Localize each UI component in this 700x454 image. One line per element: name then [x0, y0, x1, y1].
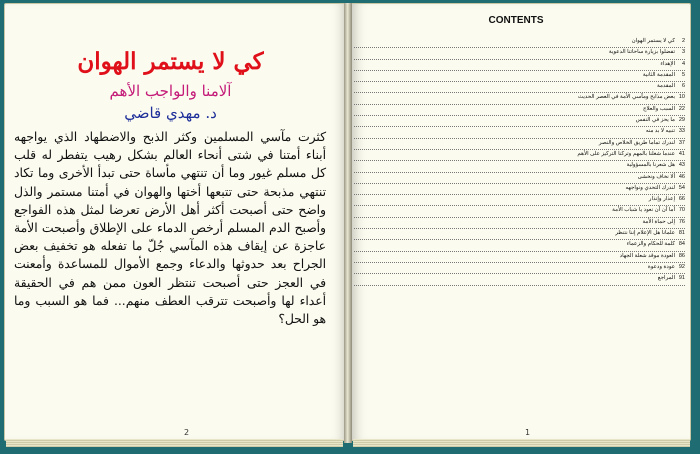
toc-entry-page: 37 [678, 139, 685, 146]
toc-entry-title[interactable]: ألا نخاف ونخشى [637, 173, 675, 180]
toc-entry[interactable] [354, 139, 685, 150]
toc-entry-title[interactable]: أما آن أن نعود يا شباب الأمة [612, 207, 675, 214]
toc-entry[interactable] [354, 195, 685, 206]
toc-entry-title[interactable]: ما يحز في النفس [635, 117, 675, 124]
article-body: كثرت مآسي المسلمين وكثر الذبح والاضطهاد الذي يواجهه أبناء أمتنا في شتى أنحاء العالم بشكل رهيب يتفطر له قلب كل مسلم غيور وما أن تنتهي مأساة حتى تبدأ الأخرى وما تكاد تنتهي مذبحة حتى تتبعها أختها والهوان في أمتنا مستمر والذل واضح حتى أصبحت أكثر أهل الأرض تعرضا لمثل هذه الفواجع وأصبح الدم المسلم أرخص الدماء على الإطلاق وأصبحت الأمة عاجزة عن إيقاف هذه المآسي جُلّ ما تفعله هو تخفيف بعض الجراح بعد حدوثها والدعاء وجمع الأموال للمساعدة وأمعنت في العجز حتى أصبحت تنتظر العون ممن هم في الحقيقة أعداء لها وأصبحت تترقب العطف منهم... فما هو السبب وما هو الحل؟ [14, 130, 326, 327]
toc-entry[interactable] [354, 218, 685, 229]
toc-entry-page: 22 [678, 105, 685, 112]
toc-entry-page: 81 [678, 230, 685, 237]
toc-entry[interactable] [354, 206, 685, 217]
toc-entry-page: 41 [678, 150, 685, 157]
toc-entry[interactable] [354, 173, 685, 184]
toc-entry-title[interactable]: لندرك التحدي ونواجهه [625, 184, 675, 191]
toc-entry-page: 54 [678, 184, 685, 191]
toc-entry-title[interactable]: إلى حماة الأمة [642, 218, 675, 225]
toc-entry-page: 10 [678, 94, 685, 101]
toc-entry-title[interactable]: تنبيه لا بد منه [645, 128, 675, 135]
toc-entry[interactable] [354, 274, 685, 285]
toc-entry[interactable] [354, 252, 685, 263]
toc-entry-page: 6 [681, 83, 685, 90]
toc-entry[interactable] [354, 48, 685, 59]
toc-entry-page: 92 [678, 263, 685, 270]
toc-entry[interactable] [354, 240, 685, 251]
toc-entry[interactable] [354, 60, 685, 71]
toc-entry-page: 29 [678, 117, 685, 124]
toc-entry[interactable] [354, 184, 685, 195]
toc-entry-page: 86 [678, 252, 685, 259]
toc-entry-title[interactable]: تفضلوا بزيارة ساحاتنا الدعوية [608, 49, 675, 56]
toc-entry-title[interactable]: علمانا هل الإعلام إننا نتنظر [615, 230, 675, 237]
table-of-contents [354, 37, 685, 286]
article-title: كي لا يستمر الهوان [77, 48, 264, 75]
toc-entry-page: 66 [678, 196, 685, 203]
toc-entry-title[interactable]: المقدمة [657, 83, 675, 90]
toc-entry-page: 84 [678, 241, 685, 248]
contents-heading: CONTENTS [488, 15, 544, 26]
toc-entry-title[interactable]: كلمة للحكام والزعماء [626, 241, 675, 248]
toc-entry[interactable] [354, 127, 685, 138]
toc-entry[interactable] [354, 116, 685, 127]
toc-entry[interactable] [354, 263, 685, 274]
article-author: د. مهدي قاضي [124, 104, 217, 122]
toc-entry-page: 43 [678, 162, 685, 169]
page-edges-left [6, 439, 343, 447]
toc-entry-title[interactable]: الإهداء [660, 60, 675, 67]
toc-entry[interactable] [354, 229, 685, 240]
toc-entry-page: 3 [681, 49, 685, 56]
toc-entry-title[interactable]: إعذار وإنذار [648, 196, 675, 203]
left-page-number: 2 [184, 428, 190, 437]
toc-entry[interactable] [354, 82, 685, 93]
article-subtitle: آلامنا والواجب الأهم [109, 82, 232, 100]
toc-entry-page: 91 [678, 275, 685, 282]
toc-entry-page: 70 [678, 207, 685, 214]
toc-entry-title[interactable]: عودة ودعوة [647, 263, 675, 270]
page-edges-right [353, 439, 690, 447]
toc-entry-title[interactable]: عندما شغلنا بالمهم وتركنا التركيز على الأهم [577, 150, 675, 157]
toc-entry-page: 33 [678, 128, 685, 135]
toc-entry-page: 76 [678, 218, 685, 225]
toc-entry[interactable] [354, 71, 685, 82]
toc-entry-page: 2 [681, 38, 685, 44]
toc-entry[interactable] [354, 93, 685, 104]
toc-entry[interactable] [354, 105, 685, 116]
book-spine [344, 3, 352, 443]
toc-entry-page: 4 [681, 60, 685, 67]
toc-entry-page: 5 [681, 71, 685, 78]
toc-entry-title[interactable]: هل شعرنا بالمسؤولية [626, 162, 675, 169]
toc-entry[interactable] [354, 150, 685, 161]
toc-entry[interactable] [354, 37, 685, 48]
toc-entry-title[interactable]: المراجع [657, 275, 675, 282]
toc-entry-title[interactable]: السبب والعلاج [642, 105, 675, 112]
right-page-number: 1 [525, 428, 531, 437]
toc-entry-page: 46 [678, 173, 685, 180]
toc-entry-title[interactable]: العودة موقد شعلة الجهاد [619, 252, 675, 259]
toc-entry-title[interactable]: المقدمة الثانية [642, 71, 675, 78]
toc-entry[interactable] [354, 161, 685, 172]
toc-entry-title[interactable]: بعض مذابح ومآسي الأمة في العصر الحديث [577, 94, 675, 101]
toc-entry-title[interactable]: لندرك تماما طريق الخلاص والنصر [598, 139, 675, 146]
toc-entry-title[interactable]: كي لا يستمر الهوان [631, 38, 675, 44]
